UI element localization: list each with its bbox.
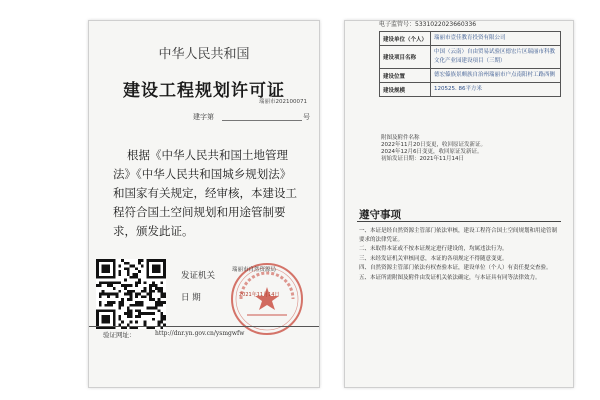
seal-date-text: 2021年11月14日 xyxy=(239,292,280,298)
row-label: 建设位置 xyxy=(380,69,431,83)
e-supervision-label: 电子监管号： xyxy=(379,21,416,28)
qr-code-icon xyxy=(96,259,166,329)
row-label: 建设规模 xyxy=(380,83,431,97)
country-name: 中华人民共和国 xyxy=(158,47,250,62)
rule-item: 五、本证所需附图及附件由发证机关依法确定，与本证具有同等法律效力。 xyxy=(359,274,541,281)
certificate-front-page xyxy=(88,20,320,388)
note-line: 2024年12月6日变更，收回原证发新证。 xyxy=(381,149,483,155)
row-value: 中国（云南）自由贸易试验区德宏片区瑞丽市科教文化产业园建设项目（三期） xyxy=(431,46,561,69)
table-row xyxy=(380,32,561,46)
change-notes xyxy=(381,135,561,163)
certificate-back-page xyxy=(344,20,574,388)
note-line: 附图及附件名称 xyxy=(381,135,420,141)
hao-label: 号 xyxy=(303,113,310,121)
verify-url-label: 验证网址： xyxy=(103,331,136,339)
note-line: 初始发证日期：2021年11月14日 xyxy=(381,156,464,162)
rule-item: 二、未取得本证或不按本证规定进行建设的，均属违法行为。 xyxy=(359,246,508,252)
rule-item: 一、本证是经自然资源主管部门依法审核，建设工程符合国土空间规划和用途管制要求的法律凭证。 xyxy=(359,228,558,243)
row-label: 建设单位（个人） xyxy=(380,32,431,46)
footer-divider xyxy=(89,326,319,327)
row-value: 德宏傣族景颇族自治州瑞丽市户点南阳村工路西侧 xyxy=(431,69,561,83)
issuer-label: 发证机关 xyxy=(181,271,216,281)
certificate-title: 建设工程规划许可证 xyxy=(123,81,285,101)
rule-item: 四、自然资源主管部门依法有权查验本证，建设单位（个人）有责任提交查验。 xyxy=(359,265,552,271)
e-supervision-number xyxy=(379,19,476,28)
table-row xyxy=(380,46,561,69)
note-line: 2022年11月20日变更，收回原证发新证。 xyxy=(381,142,486,148)
row-label: 建设项目名称 xyxy=(380,46,431,69)
table-row xyxy=(380,69,561,83)
bianhao-underline xyxy=(222,120,302,121)
rule-item: 三、未经发证机关审核同意，本证的各项规定不得随意变更。 xyxy=(359,255,508,262)
date-label: 日 期 xyxy=(181,293,201,303)
bianhao-label: 建字第 xyxy=(193,113,214,121)
seal-issuer-text: 瑞丽市自然资源局 xyxy=(232,267,277,273)
row-value: 120525. 86平方米 xyxy=(431,83,561,97)
table-row xyxy=(380,83,561,97)
rules-divider xyxy=(357,221,561,222)
certificate-number: 瑞丽市202100071 xyxy=(259,99,307,105)
row-value: 瑞丽市壹佳教育投资有限公司 xyxy=(431,32,561,46)
rules-title: 遵守事项 xyxy=(359,209,401,221)
verify-url[interactable]: http://dnr.yn.gov.cn/ysmgwfw xyxy=(155,330,245,337)
rules-list xyxy=(359,227,561,283)
project-info-table xyxy=(379,31,561,97)
certificate-body-text: 根据《中华人民共和国土地管理法》《中华人民共和国城乡规划法》和国家有关规定，经审核，本建设工程符合国土空间规划和用途管制要求，颁发此证。 xyxy=(113,148,297,238)
e-supervision-value: 5331022023660336 xyxy=(415,21,477,28)
